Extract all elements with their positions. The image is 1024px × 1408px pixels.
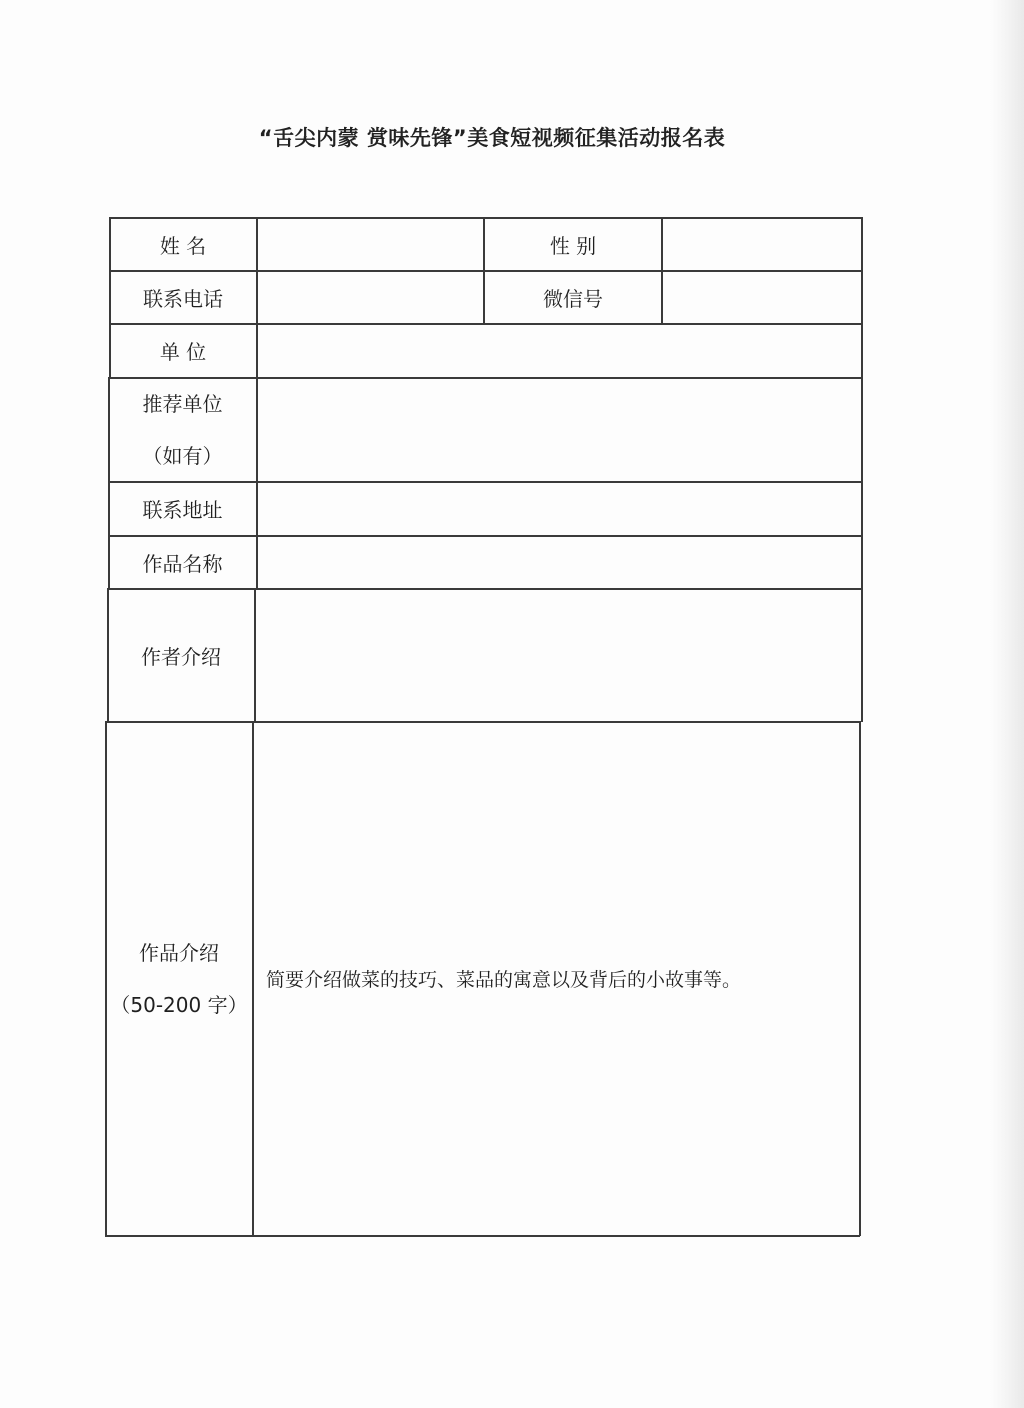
address-label: 联系地址 [142, 498, 223, 522]
work-intro-label-line1: 作品介绍 [139, 940, 219, 965]
recommend-unit-label-line1: 推荐单位 [142, 391, 223, 416]
recommend-unit-label [109, 378, 256, 481]
author-intro-label: 作者介绍 [141, 644, 221, 669]
work-intro-hint: 简要介绍做菜的技巧、菜品的寓意以及背后的小故事等。 [266, 969, 742, 991]
name-field[interactable] [258, 218, 483, 270]
unit-label: 单 位 [159, 340, 207, 364]
gender-field[interactable] [663, 218, 861, 270]
gender-label: 性 别 [549, 233, 597, 258]
name-label: 姓 名 [159, 233, 207, 258]
phone-field[interactable] [258, 271, 483, 323]
work-intro-label [106, 722, 252, 1235]
phone-label: 联系电话 [143, 286, 223, 311]
work-intro-field[interactable] [254, 722, 859, 1235]
recommend-unit-field[interactable] [258, 378, 861, 481]
wechat-field[interactable] [663, 271, 861, 323]
wechat-label: 微信号 [543, 286, 603, 311]
address-field[interactable] [258, 482, 861, 535]
scan-page-edge [990, 0, 1024, 1408]
author-intro-field[interactable] [256, 589, 861, 721]
form-title: “舌尖内蒙 赏味先锋”美食短视频征集活动报名表 [258, 126, 726, 150]
work-name-field[interactable] [258, 536, 861, 588]
work-name-label: 作品名称 [142, 551, 223, 576]
unit-field[interactable] [258, 324, 861, 377]
recommend-unit-label-line2: （如有） [142, 443, 223, 468]
work-intro-label-line2: （50-200 字） [110, 992, 248, 1017]
